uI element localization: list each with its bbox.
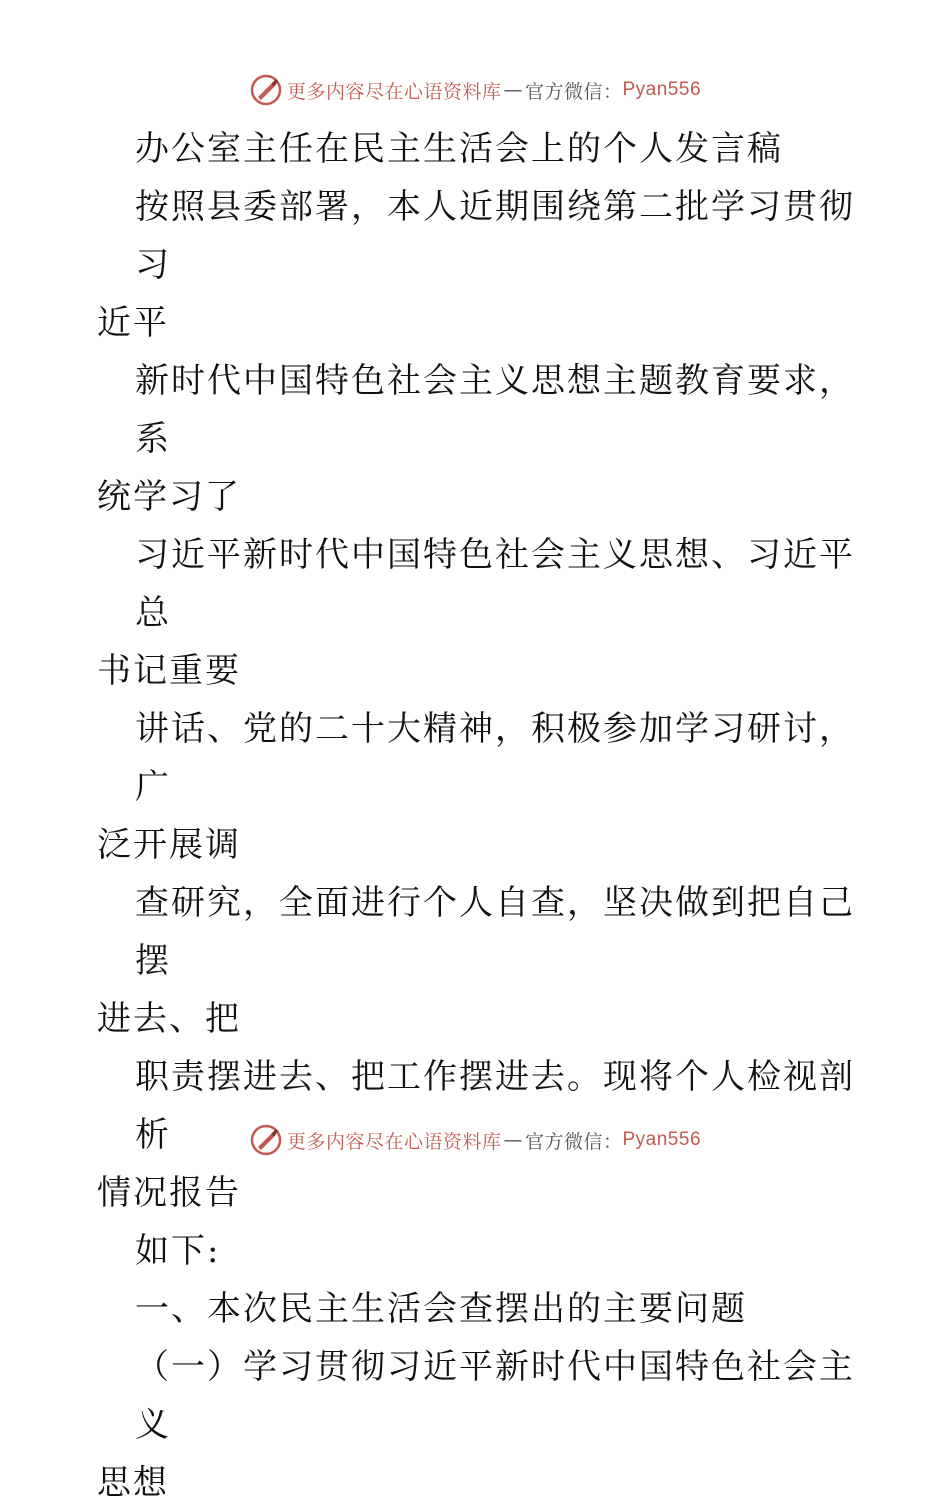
document-line: 思想 bbox=[97, 1463, 169, 1503]
document-body bbox=[97, 120, 857, 1512]
document-line: 书记重要 bbox=[97, 651, 241, 691]
watermark-text: 更多内容尽在心语资料库 bbox=[286, 1130, 502, 1153]
watermark-wechat-label: 官方微信： bbox=[524, 80, 623, 103]
document-line: 统学习了 bbox=[97, 477, 241, 517]
pen-logo-icon bbox=[249, 73, 283, 107]
document-line: 讲话、党的二十大精神，积极参加学习研讨，广 bbox=[135, 709, 855, 807]
document-line: 情况报告 bbox=[97, 1173, 241, 1213]
document-line: 按照县委部署，本人近期围绕第二批学习贯彻习 bbox=[135, 187, 855, 285]
watermark-wechat-label: 官方微信： bbox=[524, 1130, 623, 1153]
document-line: 职责摆进去、把工作摆进去。现将个人检视剖析 bbox=[135, 1057, 855, 1155]
document-line: 习近平新时代中国特色社会主义思想、习近平总 bbox=[135, 535, 855, 633]
watermark-handle: Pyan556 bbox=[622, 1129, 702, 1150]
subsection-heading: （一）学习贯彻习近平新时代中国特色社会主义 bbox=[135, 1347, 855, 1445]
watermark-handle: Pyan556 bbox=[622, 79, 702, 100]
document-line: 查研究，全面进行个人自查，坚决做到把自己摆 bbox=[135, 883, 855, 981]
document-line: 近平 bbox=[97, 303, 169, 343]
document-line: 进去、把 bbox=[97, 999, 241, 1039]
section-heading: 一、本次民主生活会查摆出的主要问题 bbox=[135, 1289, 747, 1329]
watermark-text: 更多内容尽在心语资料库 bbox=[286, 80, 502, 103]
document-line: 如下: bbox=[135, 1231, 221, 1271]
document-line: 办公室主任在民主生活会上的个人发言稿 bbox=[135, 129, 783, 169]
pen-logo-icon bbox=[249, 1123, 283, 1157]
watermark-separator: — bbox=[503, 1129, 523, 1151]
watermark-header bbox=[0, 70, 950, 110]
watermark-separator: — bbox=[503, 79, 523, 101]
watermark-footer bbox=[0, 1120, 950, 1160]
document-line: 泛开展调 bbox=[97, 825, 241, 865]
document-line: 新时代中国特色社会主义思想主题教育要求，系 bbox=[135, 361, 855, 459]
